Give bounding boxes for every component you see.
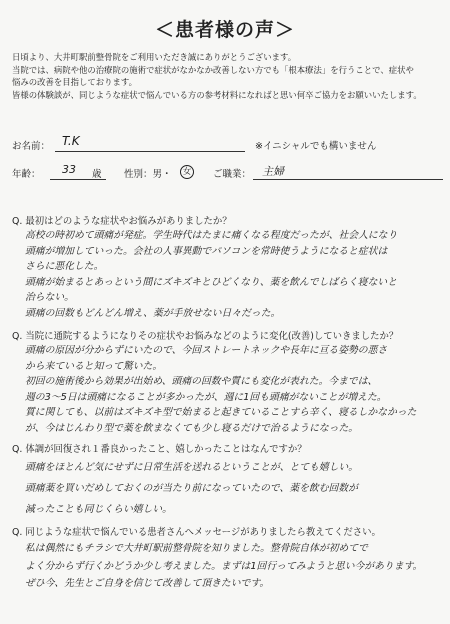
answer-line: 減ったことも同じくらい嬉しい。 [25,504,172,515]
question-4: Q. 同じような症状で悩んでいる患者さんへメッセージがありましたら教えてください。 [12,527,381,538]
answer-line: 頭痛の原因が分からずにいたので、今回ストレートネックや長年に亘る姿勢の悪さ [25,345,388,356]
intro-line: 日頃より、大井町駅前整骨院をご利用いただき誠にありがとうございます。 [12,52,297,62]
answer-line: さらに悪化した。 [25,261,104,272]
name-underline [55,151,245,152]
answer-1 [25,228,443,321]
answer-line: ぜひ今、先生とご自身を信じて改善して頂きたいです。 [25,578,270,589]
answer-line: 治らない。 [25,292,74,303]
answer-3 [25,457,443,520]
answer-line: 頭痛が増加していった。会社の人事異動でパソコンを常時使うようになると症状は [25,245,388,257]
question-3: Q. 体調が回復され１番良かったこと、嬉しかったことはなんですか？ [12,444,307,455]
question-2: Q. 当院に通院するようになりその症状やお悩みなどのように変化(改善)していきましたか？ [12,331,399,342]
job-underline [253,179,443,180]
answer-2 [25,343,443,436]
name-value: T.K [62,134,80,148]
answer-line: 頭痛薬を買いだめしておくのが当たり前になっていたので、薬を飲む回数が [25,483,358,494]
name-label: お名前： [12,141,51,152]
intro-line: 皆様の体験談が、同じような症状で悩んでいる方の参考材料になればと思い何卒ご協力をお願いいたします。 [12,89,422,100]
name-note: ※イニシャルでも構いません [255,141,377,152]
answer-line: 頭痛が始まるとあっという間にズキズキとひどくなり、薬を飲んでしばらく寝ないと [25,276,397,288]
age-label: 年齢： [12,169,41,180]
intro-line: 悩みの改善を目指しております。 [12,77,137,88]
answer-line: よく分からず行くかどうか少し考えました。まずは1回行ってみようと思い今があります。 [25,560,423,572]
age-underline [50,179,106,180]
job-label: ご職業： [213,169,252,180]
gender-selected [180,165,194,179]
page-title: ＜患者様の声＞ [154,19,295,41]
question-1: Q. 最初はどのような症状やお悩みがありましたか？ [12,216,232,227]
age-value: 33 [62,163,76,176]
answer-line: 頭痛をほとんど気にせずに日常生活を送れるということが、とても嬉しい。 [25,462,359,473]
answer-line: が、今はじんわり型で薬を飲まなくても少し寝るだけで治るようになった。 [25,422,359,434]
gender-female-circle: 女 [180,165,194,179]
answer-line: 質に関しても、以前はズキズキ型で始まると起きていることすら辛く、寝るしかなかった [25,407,417,418]
answer-line: から来ていると知って驚いた。 [25,360,163,372]
answer-4 [25,540,443,593]
age-unit: 歳 [92,169,102,180]
answer-line: 高校の時初めて頭痛が発症。学生時代はたまに痛くなる程度だったが、社会人になり [25,230,398,241]
intro-line: 当院では、病院や他の治療院の施術で症状がなかなか改善しない方でも「根本療法」を行うことで、症状や [12,64,414,75]
intro-text [12,51,440,101]
gender-label: 性別：男・ [124,169,172,180]
job-value: 主婦 [262,165,284,178]
answer-line: 頭痛の回数もどんどん増え、薬が手放せない日々だった。 [25,307,281,319]
answer-line: 週の3～5日は頭痛になることが多かったが、週に1回も頭痛がないことが増えた。 [25,391,387,403]
answer-line: 初回の施術後から効果が出始め、頭痛の回数や質にも変化が表れた。今までは、 [25,376,378,387]
answer-line: 私は偶然にもチラシで大井町駅前整骨院を知りました。整骨院自体が初めてで [25,543,368,554]
